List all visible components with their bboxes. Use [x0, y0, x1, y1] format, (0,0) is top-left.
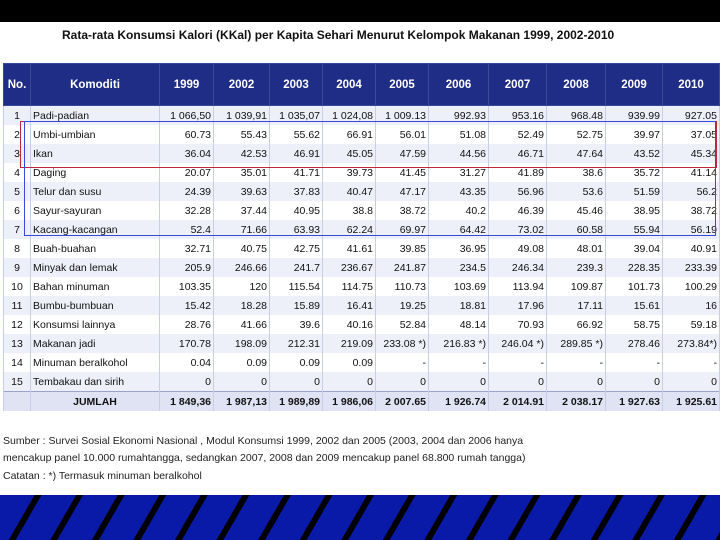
calorie-value: 0: [214, 372, 270, 392]
header-2003: 2003: [270, 64, 323, 106]
calorie-value: 40.2: [429, 201, 489, 220]
calorie-value: 0.04: [160, 353, 214, 372]
calorie-value: 1 987,13: [214, 392, 270, 412]
calorie-value: 0: [429, 372, 489, 392]
calorie-value: 992.93: [429, 106, 489, 126]
calorie-value: 0: [270, 372, 323, 392]
calorie-value: 62.24: [323, 220, 376, 239]
calorie-value: 170.78: [160, 334, 214, 353]
calorie-value: -: [547, 353, 606, 372]
calorie-value: 66.91: [323, 125, 376, 144]
table-title: Rata-rata Konsumsi Kalori (KKal) per Kapita Sehari Menurut Kelompok Makanan 1999, 2002-2010: [62, 28, 615, 42]
table-row: [4, 239, 720, 258]
calorie-value: 39.97: [606, 125, 663, 144]
calorie-value: 1 926.74: [429, 392, 489, 412]
row-number: 15: [4, 372, 31, 392]
calorie-value: 46.71: [489, 144, 547, 163]
header-2006: 2006: [429, 64, 489, 106]
calorie-value: 38.95: [606, 201, 663, 220]
calorie-value: 239.3: [547, 258, 606, 277]
header-komoditi: Komoditi: [31, 64, 160, 106]
calorie-value: 43.35: [429, 182, 489, 201]
calorie-value: 32.28: [160, 201, 214, 220]
calorie-value: 246.04 *): [489, 334, 547, 353]
calorie-value: 46.91: [270, 144, 323, 163]
calorie-value: 233.08 *): [376, 334, 429, 353]
calorie-value: 59.18: [663, 315, 720, 334]
row-number: [4, 392, 31, 412]
calorie-value: 51.59: [606, 182, 663, 201]
calorie-value: 289.85 *): [547, 334, 606, 353]
calorie-value: 115.54: [270, 277, 323, 296]
calorie-value: 1 849,36: [160, 392, 214, 412]
calorie-value: 66.92: [547, 315, 606, 334]
row-number: 3: [4, 144, 31, 163]
calorie-value: 41.66: [214, 315, 270, 334]
calorie-value: 52.49: [489, 125, 547, 144]
commodity-name: Telur dan susu: [31, 182, 160, 201]
calorie-value: 41.71: [270, 163, 323, 182]
header-1999: 1999: [160, 64, 214, 106]
calorie-value: 120: [214, 277, 270, 296]
calorie-value: 56.19: [663, 220, 720, 239]
calorie-value: 103.69: [429, 277, 489, 296]
calorie-value: 45.46: [547, 201, 606, 220]
calorie-value: 52.4: [160, 220, 214, 239]
calorie-value: 60.73: [160, 125, 214, 144]
calorie-value: 953.16: [489, 106, 547, 126]
commodity-name: Minuman beralkohol: [31, 353, 160, 372]
calorie-value: 41.14: [663, 163, 720, 182]
table-row: [4, 201, 720, 220]
top-black-bar: [0, 0, 720, 22]
calorie-value: 0: [376, 372, 429, 392]
commodity-name: Daging: [31, 163, 160, 182]
calorie-value: 69.97: [376, 220, 429, 239]
row-number: 4: [4, 163, 31, 182]
calorie-value: 71.66: [214, 220, 270, 239]
calorie-value: 0: [606, 372, 663, 392]
calorie-value: 1 925.61: [663, 392, 720, 412]
commodity-name: Ikan: [31, 144, 160, 163]
calorie-value: 52.84: [376, 315, 429, 334]
commodity-name: Makanan jadi: [31, 334, 160, 353]
commodity-name: Bumbu-bumbuan: [31, 296, 160, 315]
calorie-value: 48.14: [429, 315, 489, 334]
calorie-value: 1 035,07: [270, 106, 323, 126]
calorie-value: 109.87: [547, 277, 606, 296]
calorie-value: 38.72: [376, 201, 429, 220]
slide-sheet: [0, 22, 720, 495]
calorie-table: [3, 63, 720, 411]
table-row: [4, 372, 720, 392]
row-number: 14: [4, 353, 31, 372]
header-2009: 2009: [606, 64, 663, 106]
row-number: 8: [4, 239, 31, 258]
calorie-value: 38.72: [663, 201, 720, 220]
calorie-value: 39.85: [376, 239, 429, 258]
calorie-value: 110.73: [376, 277, 429, 296]
calorie-value: 55.62: [270, 125, 323, 144]
calorie-value: 16: [663, 296, 720, 315]
commodity-name: Kacang-kacangan: [31, 220, 160, 239]
calorie-value: 15.89: [270, 296, 323, 315]
calorie-value: 70.93: [489, 315, 547, 334]
commodity-name: Konsumsi lainnya: [31, 315, 160, 334]
commodity-name: Sayur-sayuran: [31, 201, 160, 220]
calorie-value: 51.08: [429, 125, 489, 144]
calorie-value: 17.96: [489, 296, 547, 315]
calorie-value: 64.42: [429, 220, 489, 239]
table-row: [4, 144, 720, 163]
calorie-value: 278.46: [606, 334, 663, 353]
table-row: [4, 277, 720, 296]
calorie-value: 113.94: [489, 277, 547, 296]
header-2007: 2007: [489, 64, 547, 106]
calorie-value: 45.05: [323, 144, 376, 163]
table-row: [4, 220, 720, 239]
header-2008: 2008: [547, 64, 606, 106]
table-row: [4, 163, 720, 182]
row-number: 2: [4, 125, 31, 144]
calorie-value: 212.31: [270, 334, 323, 353]
calorie-value: 18.81: [429, 296, 489, 315]
calorie-value: 2 007.65: [376, 392, 429, 412]
row-number: 9: [4, 258, 31, 277]
calorie-value: 53.6: [547, 182, 606, 201]
calorie-value: -: [489, 353, 547, 372]
calorie-value: 40.47: [323, 182, 376, 201]
calorie-value: 36.95: [429, 239, 489, 258]
row-number: 1: [4, 106, 31, 126]
row-number: 12: [4, 315, 31, 334]
calorie-value: 234.5: [429, 258, 489, 277]
calorie-value: 233.39: [663, 258, 720, 277]
calorie-value: 35.01: [214, 163, 270, 182]
calorie-value: 24.39: [160, 182, 214, 201]
calorie-value: 241.87: [376, 258, 429, 277]
calorie-value: 246.66: [214, 258, 270, 277]
calorie-value: 43.52: [606, 144, 663, 163]
calorie-value: 205.9: [160, 258, 214, 277]
total-row: [4, 392, 720, 412]
calorie-value: 2 014.91: [489, 392, 547, 412]
header-no: No.: [4, 64, 31, 106]
calorie-value: 37.05: [663, 125, 720, 144]
row-number: 5: [4, 182, 31, 201]
calorie-value: 0: [160, 372, 214, 392]
calorie-value: 41.61: [323, 239, 376, 258]
commodity-name: Buah-buahan: [31, 239, 160, 258]
calorie-value: 56.96: [489, 182, 547, 201]
header-2004: 2004: [323, 64, 376, 106]
calorie-value: 114.75: [323, 277, 376, 296]
table-row: [4, 315, 720, 334]
calorie-value: 40.75: [214, 239, 270, 258]
calorie-value: 1 039,91: [214, 106, 270, 126]
calorie-value: 28.76: [160, 315, 214, 334]
calorie-value: 1 024,08: [323, 106, 376, 126]
calorie-value: 1 989,89: [270, 392, 323, 412]
header-2002: 2002: [214, 64, 270, 106]
calorie-value: 1 009.13: [376, 106, 429, 126]
calorie-value: 42.53: [214, 144, 270, 163]
source-note-line2: mencakup panel 10.000 rumahtangga, sedangkan 2007, 2008 dan 2009 mencakup panel 68.800 rumah tangga): [3, 452, 526, 464]
calorie-value: 49.08: [489, 239, 547, 258]
calorie-value: 939.99: [606, 106, 663, 126]
calorie-value: 38.8: [323, 201, 376, 220]
calorie-value: 241.7: [270, 258, 323, 277]
calorie-value: 18.28: [214, 296, 270, 315]
calorie-value: 47.64: [547, 144, 606, 163]
calorie-value: 47.17: [376, 182, 429, 201]
calorie-value: 58.75: [606, 315, 663, 334]
table-row: [4, 296, 720, 315]
calorie-value: 37.44: [214, 201, 270, 220]
calorie-value: 44.56: [429, 144, 489, 163]
table-row: [4, 125, 720, 144]
catatan-note: Catatan : *) Termasuk minuman beralkohol: [3, 470, 202, 482]
calorie-value: -: [663, 353, 720, 372]
calorie-value: 39.73: [323, 163, 376, 182]
calorie-value: 36.04: [160, 144, 214, 163]
calorie-value: 219.09: [323, 334, 376, 353]
calorie-value: 0.09: [323, 353, 376, 372]
row-number: 13: [4, 334, 31, 353]
commodity-name: Tembakau dan sirih: [31, 372, 160, 392]
calorie-value: 56.01: [376, 125, 429, 144]
table-row: [4, 334, 720, 353]
table-row: [4, 353, 720, 372]
calorie-value: 73.02: [489, 220, 547, 239]
calorie-value: 0: [323, 372, 376, 392]
calorie-value: 55.43: [214, 125, 270, 144]
calorie-value: 273.84*): [663, 334, 720, 353]
commodity-name: Umbi-umbian: [31, 125, 160, 144]
source-note-line1: Sumber : Survei Sosial Ekonomi Nasional , Modul Konsumsi 1999, 2002 dan 2005 (2003, 2004 dan 2006 hanya: [3, 435, 524, 447]
row-number: 7: [4, 220, 31, 239]
calorie-value: 2 038.17: [547, 392, 606, 412]
calorie-value: 927.05: [663, 106, 720, 126]
calorie-value: 42.75: [270, 239, 323, 258]
calorie-value: 103.35: [160, 277, 214, 296]
calorie-value: 39.63: [214, 182, 270, 201]
calorie-value: 16.41: [323, 296, 376, 315]
calorie-value: 41.45: [376, 163, 429, 182]
table-row: [4, 182, 720, 201]
calorie-value: 47.59: [376, 144, 429, 163]
calorie-value: 246.34: [489, 258, 547, 277]
calorie-value: 40.16: [323, 315, 376, 334]
calorie-value: -: [429, 353, 489, 372]
decorative-stripe-band: [0, 495, 720, 540]
calorie-value: 32.71: [160, 239, 214, 258]
header-2010: 2010: [663, 64, 720, 106]
calorie-value: 41.89: [489, 163, 547, 182]
calorie-value: 35.72: [606, 163, 663, 182]
table-row: [4, 106, 720, 126]
commodity-name: JUMLAH: [31, 392, 160, 412]
calorie-value: 15.42: [160, 296, 214, 315]
calorie-value: 101.73: [606, 277, 663, 296]
calorie-value: 48.01: [547, 239, 606, 258]
calorie-value: 60.58: [547, 220, 606, 239]
calorie-value: 40.95: [270, 201, 323, 220]
calorie-value: 40.91: [663, 239, 720, 258]
header-row: [4, 64, 720, 106]
calorie-value: 20.07: [160, 163, 214, 182]
calorie-value: 19.25: [376, 296, 429, 315]
calorie-value: 228.35: [606, 258, 663, 277]
calorie-value: 968.48: [547, 106, 606, 126]
calorie-value: 56.2: [663, 182, 720, 201]
calorie-value: 1 927.63: [606, 392, 663, 412]
calorie-value: 52.75: [547, 125, 606, 144]
calorie-value: 216.83 *): [429, 334, 489, 353]
calorie-value: 17.11: [547, 296, 606, 315]
calorie-value: 0: [663, 372, 720, 392]
commodity-name: Padi-padian: [31, 106, 160, 126]
calorie-value: 100.29: [663, 277, 720, 296]
commodity-name: Bahan minuman: [31, 277, 160, 296]
calorie-value: 0.09: [214, 353, 270, 372]
calorie-value: 39.04: [606, 239, 663, 258]
calorie-value: 63.93: [270, 220, 323, 239]
calorie-value: 55.94: [606, 220, 663, 239]
calorie-value: 38.6: [547, 163, 606, 182]
calorie-value: 236.67: [323, 258, 376, 277]
calorie-value: 198.09: [214, 334, 270, 353]
row-number: 6: [4, 201, 31, 220]
row-number: 11: [4, 296, 31, 315]
calorie-value: 37.83: [270, 182, 323, 201]
calorie-value: 1 986,06: [323, 392, 376, 412]
commodity-name: Minyak dan lemak: [31, 258, 160, 277]
calorie-value: -: [606, 353, 663, 372]
row-number: 10: [4, 277, 31, 296]
calorie-value: 39.6: [270, 315, 323, 334]
calorie-value: 0: [489, 372, 547, 392]
calorie-value: 45.34: [663, 144, 720, 163]
header-2005: 2005: [376, 64, 429, 106]
calorie-value: 0.09: [270, 353, 323, 372]
table-row: [4, 258, 720, 277]
calorie-value: -: [376, 353, 429, 372]
calorie-value: 0: [547, 372, 606, 392]
calorie-value: 1 066,50: [160, 106, 214, 126]
calorie-value: 15.61: [606, 296, 663, 315]
calorie-value: 31.27: [429, 163, 489, 182]
calorie-value: 46.39: [489, 201, 547, 220]
